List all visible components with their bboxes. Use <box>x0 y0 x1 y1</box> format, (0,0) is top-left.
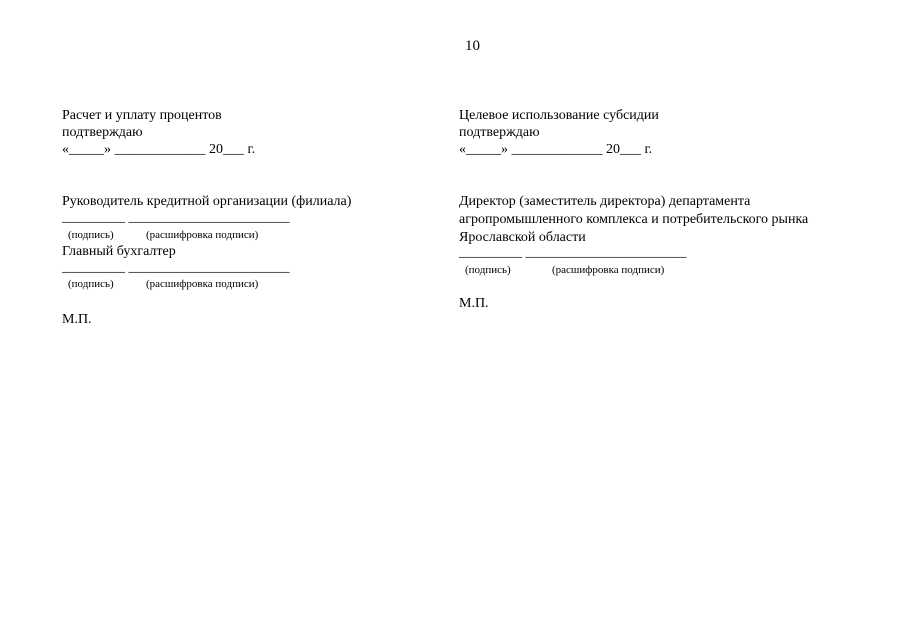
right-director-line3: Ярославской области <box>459 230 586 245</box>
right-sign-line: _________ _______________________ <box>459 245 687 260</box>
right-confirm-line1: Целевое использование субсидии <box>459 108 659 123</box>
left-confirm-line2: подтверждаю <box>62 125 143 140</box>
left-accountant-title: Главный бухгалтер <box>62 244 176 259</box>
right-director-line2: агропромышленного комплекса и потребительского рынка <box>459 212 809 227</box>
left-head-sign-line: _________ _______________________ <box>62 210 290 225</box>
right-director-line1: Директор (заместитель директора) департамента <box>459 194 751 209</box>
left-accountant-caption-sign: (подпись) <box>68 278 114 290</box>
left-stamp: М.П. <box>62 312 92 327</box>
right-confirm-line2: подтверждаю <box>459 125 540 140</box>
right-stamp: М.П. <box>459 296 489 311</box>
left-head-caption-decode: (расшифровка подписи) <box>146 229 259 241</box>
right-caption-sign: (подпись) <box>465 264 511 276</box>
right-date-line: «_____» _____________ 20___ г. <box>459 142 653 157</box>
left-head-title: Руководитель кредитной организации (филиала) <box>62 194 352 209</box>
left-head-caption-sign: (подпись) <box>68 229 114 241</box>
right-caption-decode: (расшифровка подписи) <box>552 264 665 276</box>
page-number: 10 <box>465 38 480 54</box>
left-accountant-sign-line: _________ _______________________ <box>62 260 290 275</box>
left-accountant-caption-decode: (расшифровка подписи) <box>146 278 259 290</box>
left-confirm-line1: Расчет и уплату процентов <box>62 108 222 123</box>
left-date-line: «_____» _____________ 20___ г. <box>62 142 256 157</box>
